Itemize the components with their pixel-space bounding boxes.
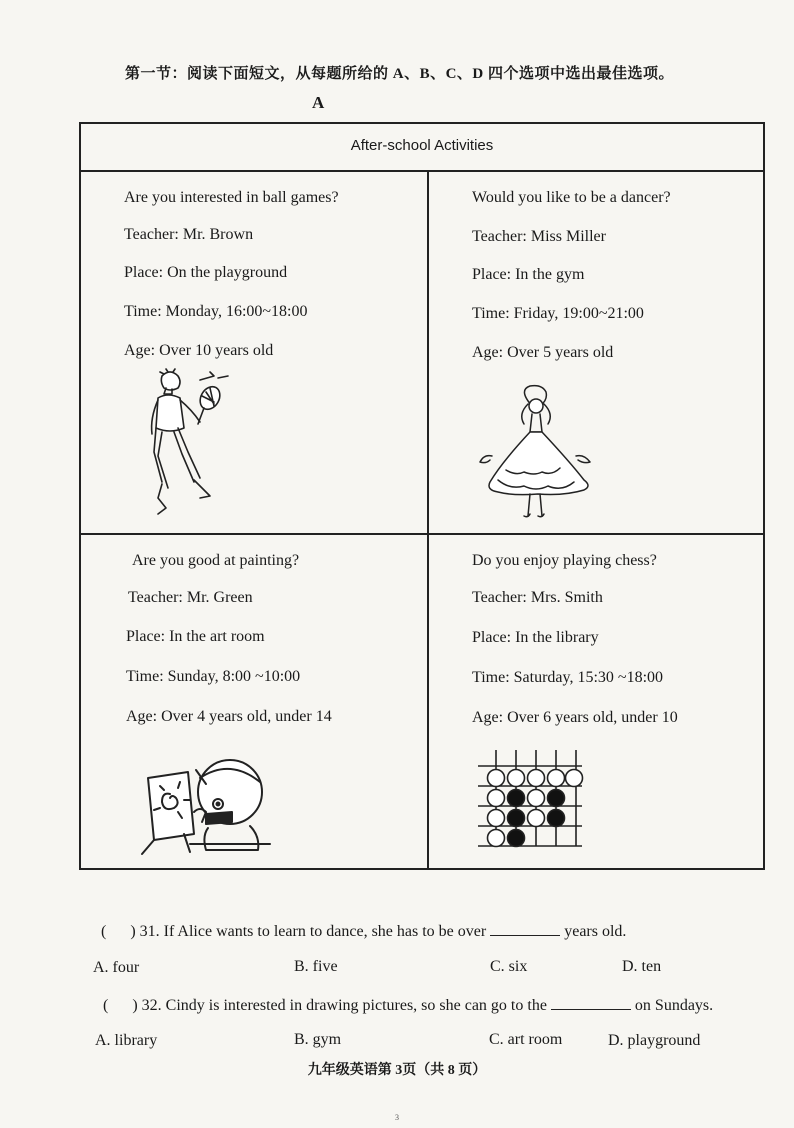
passage-label: A — [312, 93, 325, 112]
cell-ball-question: Are you interested in ball games? — [124, 189, 339, 206]
answer-paren-32[interactable]: ( ) — [103, 997, 138, 1014]
cell-paint-time: Time: Sunday, 8:00 ~10:00 — [126, 668, 301, 685]
section-instruction: 第一节：阅读下面短文，从每题所给的 A、B、C、D 四个选项中选出最佳选项。 — [125, 66, 675, 82]
option-31-d[interactable]: D. ten — [622, 958, 662, 975]
table-title-divider — [79, 170, 765, 172]
cell-dance-place: Place: In the gym — [472, 266, 585, 283]
cell-chess-question: Do you enjoy playing chess? — [472, 552, 657, 569]
page-footer: 九年级英语第 3页（共 8 页） — [307, 1063, 487, 1078]
question-32 — [103, 995, 713, 1015]
cell-dance-time: Time: Friday, 19:00~21:00 — [472, 305, 644, 322]
child-painting-illustration — [134, 748, 274, 856]
option-32-a[interactable]: A. library — [95, 1032, 158, 1049]
question-32-tail: on Sundays. — [634, 997, 714, 1014]
option-32-c[interactable]: C. art room — [489, 1031, 563, 1048]
tennis-player-illustration — [140, 368, 240, 528]
option-31-a[interactable]: A. four — [93, 959, 140, 976]
cell-chess-place: Place: In the library — [472, 629, 599, 646]
cell-chess-time: Time: Saturday, 15:30 ~18:00 — [472, 669, 664, 686]
option-31-c[interactable]: C. six — [490, 958, 528, 975]
cell-paint-age: Age: Over 4 years old, under 14 — [126, 708, 332, 725]
cell-paint-place: Place: In the art room — [126, 628, 265, 645]
cell-ball-time: Time: Monday, 16:00~18:00 — [124, 303, 308, 320]
table-title: After-school Activities — [350, 137, 494, 154]
cell-chess-age: Age: Over 6 years old, under 10 — [472, 709, 678, 726]
cell-dance-teacher: Teacher: Miss Miller — [472, 228, 606, 245]
option-32-b[interactable]: B. gym — [294, 1031, 342, 1048]
question-32-text: 32. Cindy is interested in drawing pictures, so she can go to the — [141, 997, 547, 1014]
question-31-blank[interactable] — [490, 921, 560, 936]
question-31 — [101, 921, 626, 941]
table-column-divider — [427, 170, 429, 870]
cell-dance-question: Would you like to be a dancer? — [472, 189, 671, 206]
cell-ball-teacher: Teacher: Mr. Brown — [124, 226, 254, 243]
cell-chess-teacher: Teacher: Mrs. Smith — [472, 589, 603, 606]
cell-paint-teacher: Teacher: Mr. Green — [128, 589, 253, 606]
question-32-blank[interactable] — [551, 995, 631, 1010]
go-board-illustration — [474, 746, 586, 850]
cell-ball-place: Place: On the playground — [124, 264, 288, 281]
option-32-d[interactable]: D. playground — [608, 1032, 701, 1049]
ballet-dancer-illustration — [476, 384, 596, 520]
cell-dance-age: Age: Over 5 years old — [472, 344, 614, 361]
question-31-tail: years old. — [564, 923, 627, 940]
question-31-text: 31. If Alice wants to learn to dance, she has to be over — [139, 923, 487, 940]
cell-ball-age: Age: Over 10 years old — [124, 342, 274, 359]
page-marker: 3 — [395, 1113, 399, 1122]
cell-paint-question: Are you good at painting? — [132, 552, 300, 569]
table-row-divider — [79, 533, 765, 535]
option-31-b[interactable]: B. five — [294, 958, 338, 975]
answer-paren-31[interactable]: ( ) — [101, 923, 136, 940]
